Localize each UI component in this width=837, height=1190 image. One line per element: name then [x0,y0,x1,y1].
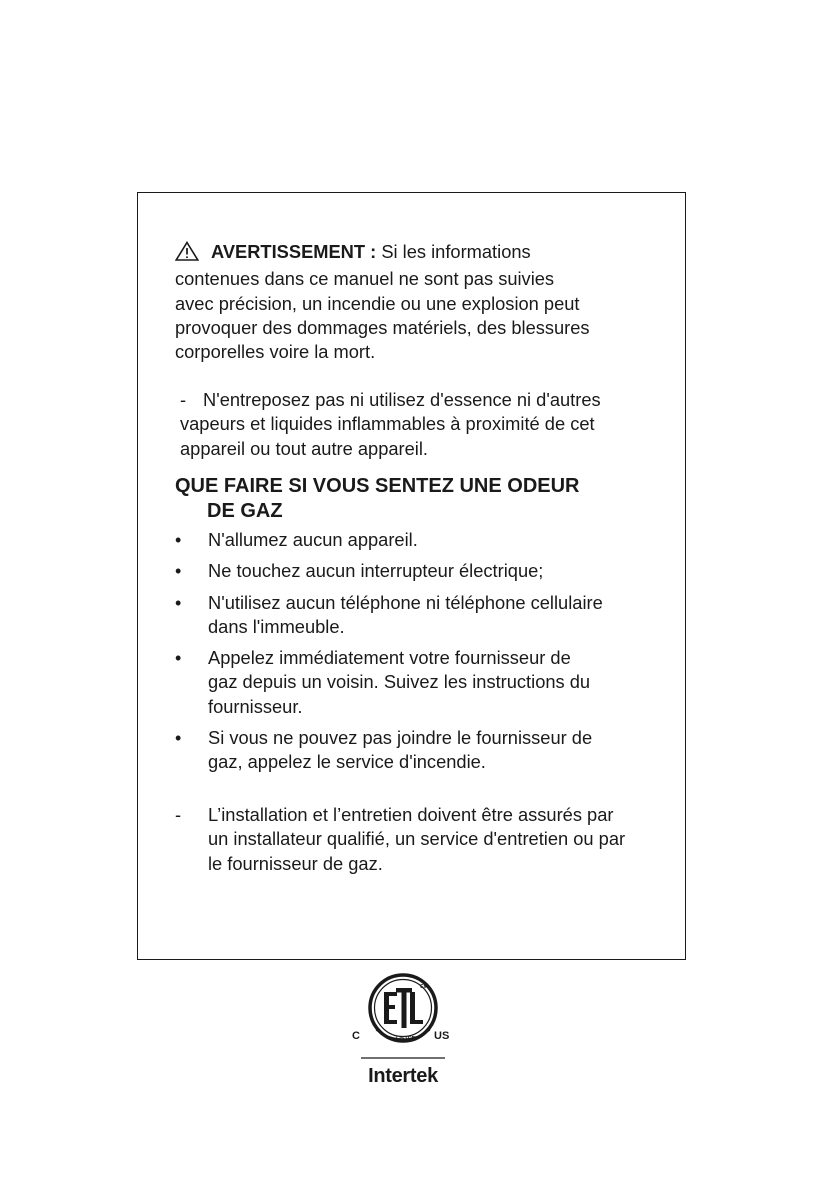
bullet-icon: • [175,530,182,550]
bullet-icon: • [175,592,182,613]
warning-intro-line: Si les informations [381,241,531,262]
warning-intro [175,240,590,364]
warning-triangle-icon [175,241,199,267]
gas-instructions-list [175,528,675,782]
list-item-text: Appelez immédiatement votre fournisseur de [208,647,571,669]
installation-line: le fournisseur de gaz. [208,852,383,874]
heading-line: DE GAZ [207,499,283,522]
c-label: C [352,1030,360,1042]
warning-intro-line: corporelles voire la mort. [175,341,376,363]
list-item-text: dans l'immeuble. [208,615,345,637]
list-item-text: gaz depuis un voisin. Suivez les instructions du [208,671,591,693]
list-item [175,591,675,640]
listed-label: LISTED [396,1036,416,1042]
bullet-icon: • [175,648,182,669]
list-item [175,646,675,719]
etl-listed-logo [352,968,454,1064]
dash-marker: - [175,804,182,825]
list-item-text: gaz, appelez le service d'incendie. [208,751,486,773]
etl-certification-mark [352,968,454,1090]
warning-intro-line: contenues dans ce manuel ne sont pas suivies [175,268,555,290]
gas-smell-heading [175,474,580,523]
storage-warning [180,388,601,461]
list-item-text: N'utilisez aucun téléphone ni téléphone cellulaire [208,591,603,613]
intertek-brand: Intertek [368,1065,438,1087]
us-label: US [434,1030,450,1042]
list-item-text: N'allumez aucun appareil. [208,529,418,550]
cm-label: CM [420,984,428,990]
installation-note [175,803,625,876]
bullet-icon: • [175,561,182,582]
dash-marker: - [180,389,187,410]
warning-intro-line: provoquer des dommages matériels, des blessures [175,316,590,338]
list-item-text: Ne touchez aucun interrupteur électrique; [208,560,544,582]
list-item-text: Si vous ne pouvez pas joindre le fournisseur de [208,727,593,749]
list-item [175,528,675,552]
list-item-text: fournisseur. [208,695,303,717]
installation-line: un installateur qualifié, un service d'entretien ou par [208,828,626,850]
heading-line: QUE FAIRE SI VOUS SENTEZ UNE ODEUR [175,475,580,497]
list-item [175,726,675,775]
warning-label: AVERTISSEMENT : [211,241,377,262]
bullet-icon: • [175,728,182,749]
storage-warning-line: N'entreposez pas ni utilisez d'essence ni d'autres [203,389,601,410]
warning-intro-line: avec précision, un incendie ou une explosion peut [175,292,580,314]
installation-line: L’installation et l’entretien doivent être assurés par [208,804,614,825]
list-item [175,559,675,583]
storage-warning-line: vapeurs et liquides inflammables à proximité de cet [180,413,595,435]
storage-warning-line: appareil ou tout autre appareil. [180,437,428,459]
